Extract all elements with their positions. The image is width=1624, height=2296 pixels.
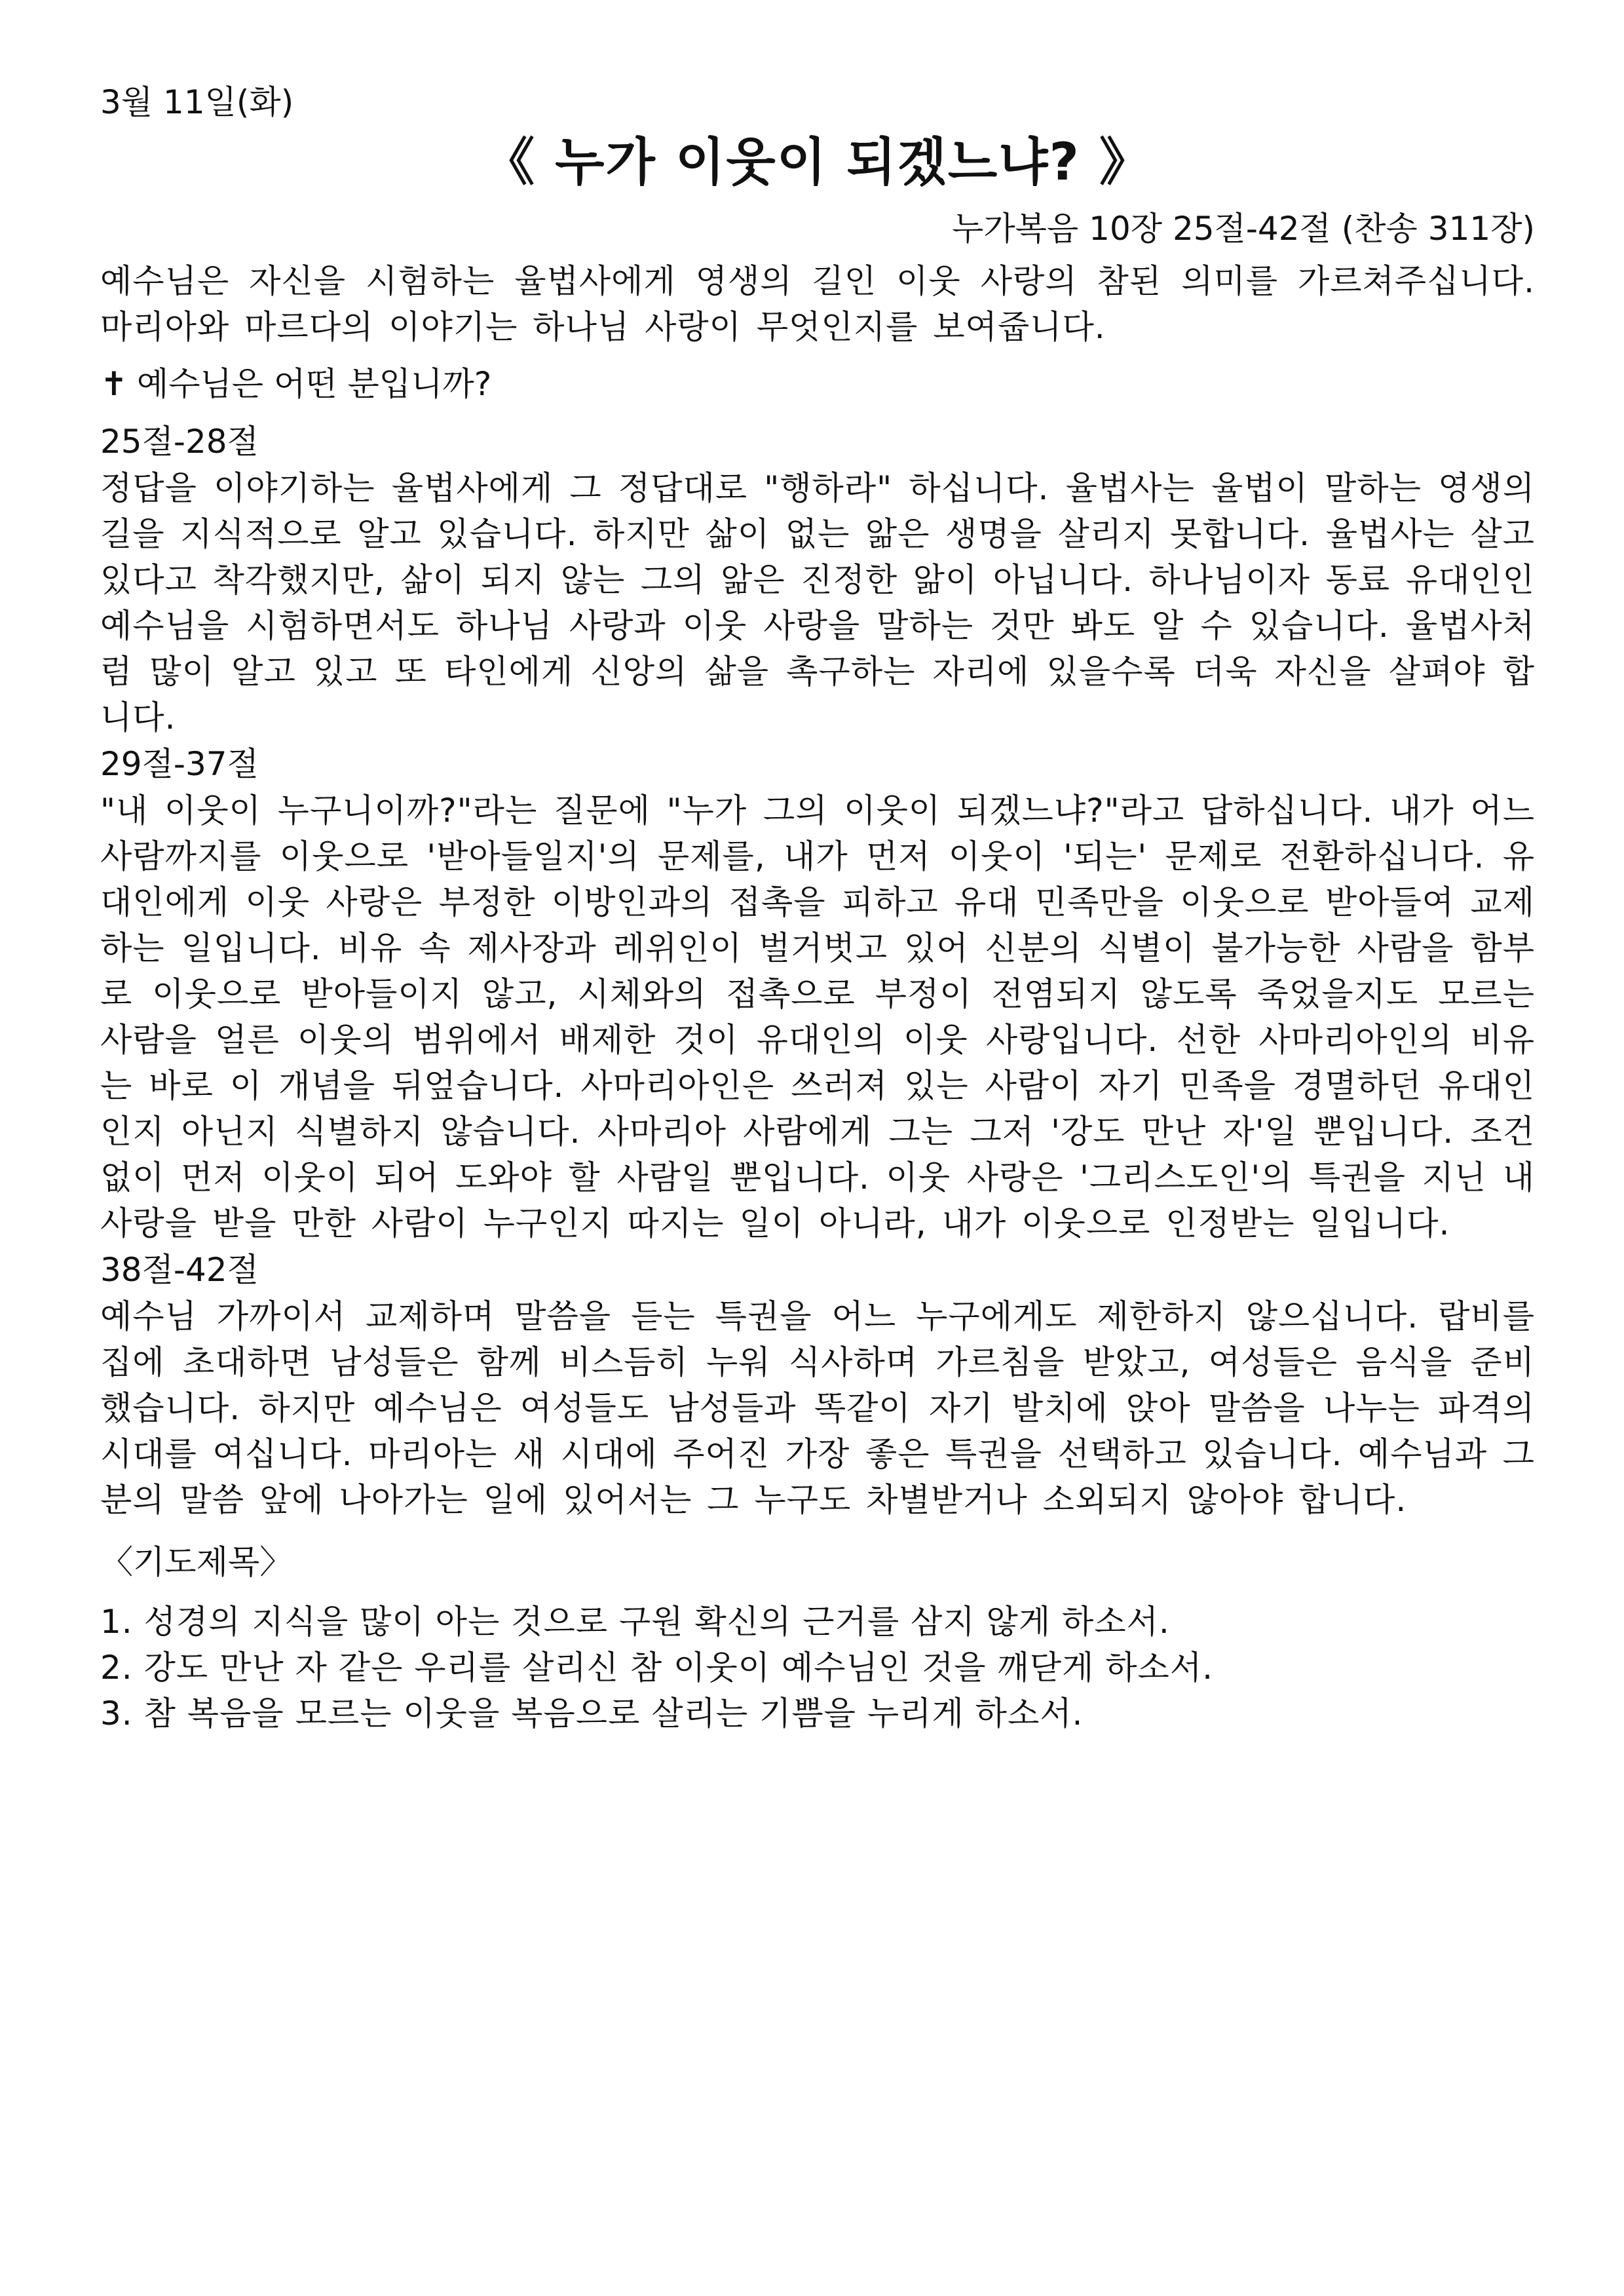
section-heading: 29절-37절 [100, 745, 259, 783]
date-label: 3월 11일(화) [100, 83, 294, 121]
section-3 [100, 1246, 1535, 1523]
cross-icon: ✝ [100, 365, 128, 403]
section-paragraph: 정답을 이야기하는 율법사에게 그 정답대로 "행하라" 하십니다. 율법사는 율법이 말하는 영생의 길을 지식적으로 알고 있습니다. 하지만 삶이 없는 앎은 생명을 살리지 못합니다. 율법사는 살고 있다고 착각했지만, 삶이 되지 않는 그의 앎은 진정한 앎이 아닙니다. 하나님이자 동료 유대인인 예수님을 시험하면서도 하나님 사랑과 이웃 사랑을 말하는 것만 봐도 알 수 있습니다. 율법사처럼 많이 알고 있고 또 타인에게 신앙의 삶을 촉구하는 자리에 있을수록 더욱 자신을 살펴야 합니다. [100, 469, 1535, 737]
section-1 [100, 418, 1535, 740]
section-heading: 38절-42절 [100, 1251, 259, 1289]
intro-paragraph: 예수님은 자신을 시험하는 율법사에게 영생의 길인 이웃 사랑의 참된 의미를 가르쳐주십니다. 마리아와 마르다의 이야기는 하나님 사랑이 무엇인지를 보여줍니다. [100, 262, 1535, 346]
prayer-title: 〈기도제목〉 [100, 1543, 293, 1581]
page-title: 《 누가 이웃이 되겠느냐? 》 [483, 133, 1152, 192]
devotional-page [100, 77, 1535, 1736]
prayer-list [100, 1599, 1535, 1736]
section-paragraph: 예수님 가까이서 교제하며 말씀을 듣는 특권을 어느 누구에게도 제한하지 않으십니다. 랍비를 집에 초대하면 남성들은 함께 비스듬히 누워 식사하며 가르침을 받았고, 여성들은 음식을 준비했습니다. 하지만 예수님은 여성들도 남성들과 똑같이 자기 발치에 앉아 말씀을 나누는 파격의 시대를 여십니다. 마리아는 새 시대에 주어진 가장 좋은 특권을 선택하고 있습니다. 예수님과 그분의 말씀 앞에 나아가는 일에 있어서는 그 누구도 차별받거나 소외되지 않아야 합니다. [100, 1297, 1535, 1519]
section-paragraph: "내 이웃이 누구니이까?"라는 질문에 "누가 그의 이웃이 되겠느냐?"라고 답하십니다. 내가 어느 사람까지를 이웃으로 '받아들일지'의 문제를, 내가 먼저 이웃이 '되는' 문제로 전환하십니다. 유대인에게 이웃 사랑은 부정한 이방인과의 접촉을 피하고 유대 민족만을 이웃으로 받아들여 교제하는 일입니다. 비유 속 제사장과 레위인이 벌거벗고 있어 신분의 식별이 불가능한 사람을 함부로 이웃으로 받아들이지 않고, 시체와의 접촉으로 부정이 전염되지 않도록 죽었을지도 모르는 사람을 얼른 이웃의 범위에서 배제한 것이 유대인의 이웃 사랑입니다. 선한 사마리아인의 비유는 바로 이 개념을 뒤엎습니다. 사마리아인은 쓰러져 있는 사람이 자기 민족을 경멸하던 유대인인지 아닌지 식별하지 않습니다. 사마리아 사람에게 그는 그저 '강도 만난 자'일 뿐입니다. 조건 없이 먼저 이웃이 되어 도와야 할 사람일 뿐입니다. 이웃 사랑은 '그리스도인'의 특권을 지닌 내 사랑을 받을 만한 사람이 누구인지 따지는 일이 아니라, 내가 이웃으로 인정받는 일입니다. [100, 792, 1535, 1242]
question-text: 예수님은 어떤 분입니까? [136, 365, 492, 403]
prayer-item: 2. 강도 만난 자 같은 우리를 살리신 참 이웃이 예수님인 것을 깨닫게 하소서. [100, 1649, 1214, 1687]
prayer-item: 1. 성경의 지식을 많이 아는 것으로 구원 확신의 근거를 삼지 않게 하소서. [100, 1603, 1170, 1641]
prayer-item: 3. 참 복음을 모르는 이웃을 복음으로 살리는 기쁨을 누리게 하소서. [100, 1694, 1084, 1732]
question-heading [100, 359, 1535, 409]
section-2 [100, 740, 1535, 1246]
section-heading: 25절-28절 [100, 423, 259, 461]
scripture-reference: 누가복음 10장 25절-42절 (찬송 311장) [952, 210, 1535, 248]
